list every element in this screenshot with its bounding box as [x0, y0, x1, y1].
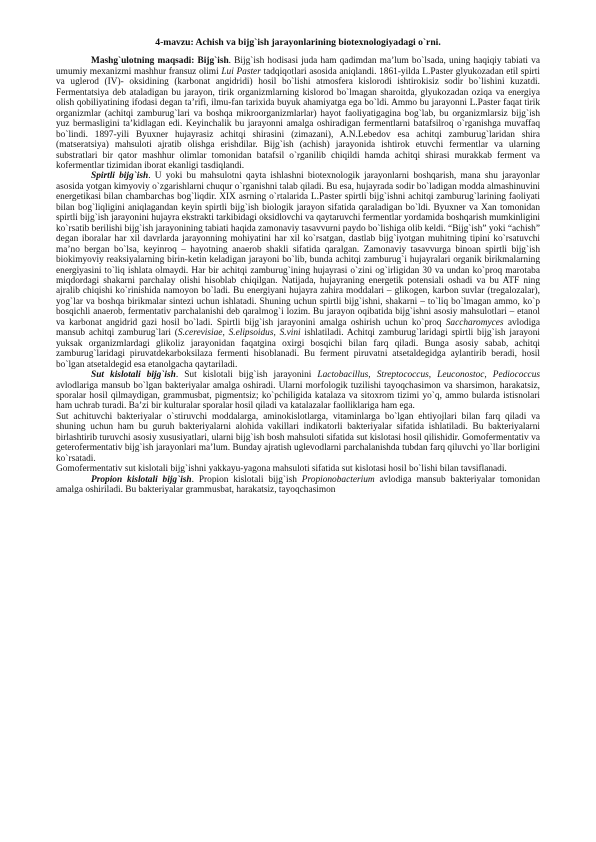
section-heading-propionic: Propion kislotali bijg`ish: [91, 474, 192, 485]
section-heading-alcoholic: Spirtli bijg`ish: [91, 171, 149, 182]
paragraph-alcoholic-fermentation: Spirtli bijg`ish. U yoki bu mahsulotni qayta ishlashni biotexnologik jarayonlarni boshqarish, mana shu jarayonlar asosida yotgan kimyoviy o`zgarishlarni chuqur o`rganishni talab qiladi. Bu esa, hujayrada sodir bo`ladigan modda almashinuvini energetikasi bilan chambarchas bog`liqdir. XIX asrning o`rtalarida L.Paster spirtli bijg`ishni achitqi zamburug`larining faoliyati bilan bog`liqligini aniqlagandan keyin spirtli bijg`ish biologik jarayon sifatida qaraladigan bo`ldi. Byuxner va Xan tomonidan spirtli bijg`ish jarayonini hujayra ekstrakti tarkibidagi oksidlovchi va qaytaruvchi fermentlar yordamida boshqarish mumkinligini ko`rsatib berilishi bijg`ish jarayonining tabiati haqida zamonaviy tasavvurni paydo bo`lishiga olib keldi. “Bijg`ish” yoki “achish” degan iboralar har xil davrlarda jarayonning mohiyatini har xil ko`rsatgan, dastlab bijg`iyotgan muhitning tipini ko`rsatuvchi ma’no bergan bo`lsa, keyinroq – hayotning anaerob shakli sifatida qaralgan. Zamonaviy tasavvurga binoan spirtli bijg`ish biokimyoviy reaksiyalarning birin-ketin keladigan jarayoni bo`lib, bunda achitqi zamburug`i hujayralari organik birikmalarning energiyasini to`liq ishlata olmaydi. Har bir achitqi zamburug`ining hujayrasi o`zini og`irligidan 30 va undan ko`proq marotaba miqdordagi shakarni parchalay olishi hisoblab chiqilgan. Natijada, hujayraning energetik potensiali oshadi va bu ATF ning ajralib chiqishi ko`rinishida namoyon bo`ladi. Bu energiyani hujayra zahira moddalari – glikogen, karbon suvlar (tregalozalar), yog`lar va boshqa birikmalar sintezi uchun ishlatadi. Shuning uchun spirtli bijg`ishni, shakarni – to`liq bo`lmagan ammo, ko`p bosqichli anaerob, fermentativ parchalanishi deb qaralmog`i lozim. Bu jarayon oqibatida bijg`ishni asosiy mahsulotlari – etanol va karbonat angidrid gazi hosil bo`ladi. Spirtli bijg`ish jarayonini amalga oshirish uchun ko`proq Saccharomyces avlodiga mansub achitqi zamburug`lari (S.cerevisiae, S.elipsoidus, S.vini ishlatiladi. Achitqi zamburug`laridagi spirtli bijg`ish jarayoni yuksak organizmlardagi glikoliz jarayonidan faqatgina oxirgi bosqichi bilan farq qiladi. Bunga asosiy sabab, achitqi zamburug`laridagi piruvatdekarboksilaza fermenti hisoblanadi. Bu ferment piruvatni atsetaldegidga aylantirib beradi, hosil bo`lgan atsetaldegid esa etanolgacha qaytariladi.: [56, 171, 541, 370]
paragraph-homofermentative: Gomofermentativ sut kislotali bijg`ishni yakkayu-yagona mahsuloti sifatida sut kislotasi hosil bo`lishi bilan tavsiflanadi.: [56, 464, 507, 475]
paragraph-lactic-fermentation: Sut kislotali bijg`ish. Sut kislotali bijg`ish jarayonini Lactobacillus, Streptococcus, Leuconostoc, Pediococcus avlodlariga mansub bo`lgan bakteriyalar amalga oshiradi. Ularni morfologik tuzilishi tayoqchasimon va sharsimon, harakatsiz, sporalar hosil qilmaydigan, grammusbat, pigmentsiz; ko`pchiligida katalaza va sitoxrom tizimi yo`q, ammo bularda istisnolari ham uchrab turadi. Ba’zi bir kulturalar sporalar hosil qiladi va katalazalar faolliklariga ham ega.: [56, 370, 540, 412]
goal-heading: Mashg`ulotning maqsadi: Bijg`ish: [91, 56, 229, 67]
paragraph-propionic-fermentation: Propion kislotali bijg`ish. Propion kislotali bijg`ish Propionobacterium avlodiga mansub bakteriyalar tomonidan amalga oshiriladi. Bu bakteriyalar grammusbat, harakatsiz, tayoqchasimon: [56, 474, 540, 496]
paragraph-goal: Mashg`ulotning maqsadi: Bijg`ish. Bijg`ish hodisasi juda ham qadimdan ma’lum bo`lsada, uning haqiqiy tabiati va umumiy mexanizmi mashhur fransuz olimi Lui Paster tadqiqotlari asosida aniqlandi. 1861-yilda L.Paster glyukozadan etil spirti va uglerod (IV)- oksidining (karbonat angidridi) hosil bo`lishi atmosfera kislorodi ishtirokisiz sodir bo`lishini kuzatdi. Fermentatsiya deb ataladigan bu jarayon, tirik organizmlarning kislorod bo`lmagan sharoitda, glyukozadan oziqa va energiya olish qobiliyatining ifodasi degan ta’rifi, ilmu-fan tarixida buyuk ahamiyatga ega bo`ldi. Ammo bu jarayonni L.Paster faqat tirik organizmlar (achitqi zamburug`lari va boshqa mikroorganizmlarlar) hayot faoliyatigagina bog`lab, bu organizmlarsiz bijg`ish yuz bermasligini ta’kidlagan edi. Keyinchalik bu jarayonni amalga oshiradigan fermentlarni batafsilroq o`rganishga muvaffaq bo`lindi. 1897-yili Byuxner hujayrasiz achitqi shirasini (zimazani), A.N.Lebedov esa achitqi zamburug`laridan shira (matseratsiya) mahsuloti ajratib olishga erishdilar. Bijg`ish (achish) jarayonida ishtirok etuvchi fermentlar va ularning substratlari bir qator mashhur olimlar tomonidan batafsil o`rganilib chiqildi hamda achitqi shirasi murakkab ferment va kofermentlar tizimidan iborat ekanligi tasdiqlandi.: [56, 56, 540, 171]
page-title: 4-mavzu: Achish va bijg`ish jarayonlarining biotexnologiyadagi o`rni.: [155, 37, 441, 48]
document-page: [56, 38, 540, 495]
paragraph-lactic-bacteria: Sut achituvchi bakteriyalar o`stiruvchi moddalarga, aminokislotlarga, vitaminlarga bo`lgan ehtiyojlari bilan farq qiladi va shuning uchun ham bu guruh bakteriyalarni alohida vakillari indikatorli bakteriyalar sifatida ishlatiladi. Bu bakteriyalarni birlashtirib turuvchi asosiy xususiyatlari, ularni bijg`ish bosh mahsuloti sifatida sut kislotasi hosil qilishidir. Gomofermentativ va geterofermentativ bijg`ish jarayonlari ma’lum. Bunday ajratish uglevodlarni parchalanishda tubdan farq qiluvchi yo`llar borligini ko`rsatadi.: [56, 411, 540, 464]
section-heading-lactic: Sut kislotali bijg`ish: [91, 370, 176, 381]
